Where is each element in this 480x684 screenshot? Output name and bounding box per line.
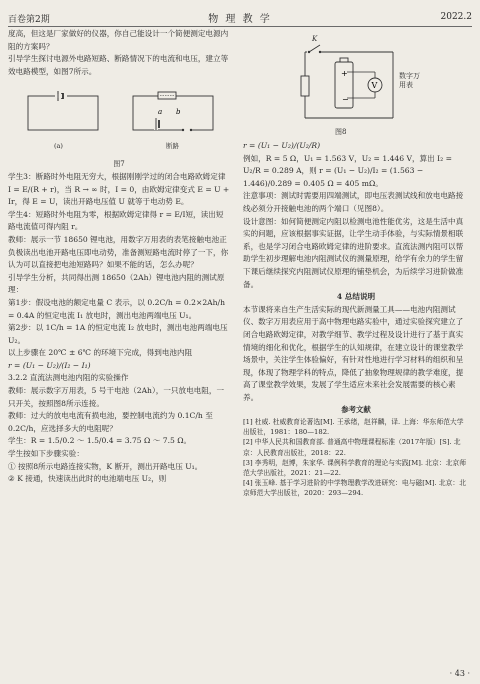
paragraph: ① 按照8所示电路连接实物，K 断开，测出开路电压 U₁。 — [8, 461, 203, 471]
paragraph: 本节课将来自生产生活实际的现代新测量工具——电池内阻测试仪、数字万用表应用于高中物理电路实验中，通过实验探究建立了闭合电路欧姆定律，对教学细节、教学过程及设计进行了基于真实情境的细化和优化，根据学生的认知规律，在建立设计的课堂教学场景中，关注学生体验偏好，有针对性地进行学习材料的组织和呈现，体现了物理学科的特点，降低了抽象物理规律的教学难度，提高了课堂教学效果，发展了学生适应未来社会发展需要的核心素养。 — [243, 304, 464, 402]
paragraph: 学生3：断路时外电阻无穷大，根据刚刚学过的闭合电路欧姆定律 I = E/(R + r)，当 R → ∞ 时，I = 0，由欧姆定律变式 E = U + Ir，得 E = U，读出开路电压值 U 就等于电动势 E。 — [8, 171, 230, 207]
paragraph: 例如，R = 5 Ω，U₁ = 1.563 V，U₂ = 1.446 V，算出 I₂ = U₂/R = 0.289 A，则 r = (U₁ − U₂)/I₂ = (1.563 − 1.446)/0.289 = 0.405 Ω = 405 mΩ。 — [243, 153, 452, 188]
paragraph: 设计意图：如何简便测定内阻以检测电池性能优劣，这是生活中真实的问题，应该根据事实证据，让学生动手体验，与实际情景相联系，也是学习闭合电路欧姆定律的进阶要求。直流法测内阻可以帮助学生初步理解电池内阻测试仪的测量原理，给学有余力的学生留下课后继续探究内阻测试仪原理的铺垫机会，为后续学习进阶做准备。 — [243, 216, 464, 289]
issue-label: 百卷第2期 — [8, 15, 50, 25]
reference-item: [4] 张玉峰. 基于学习进阶的中学物理教学改进研究：电与磁[M]. 北京：北京师范大学出版社，2020：293—294. — [243, 479, 467, 498]
figure-7-label-b: 断路 — [166, 142, 179, 151]
paragraph: 引导学生探讨电源外电路短路、断路情况下的电流和电压，建立等效电路模型，如图7所示。 — [8, 54, 229, 76]
figure-8 — [243, 32, 469, 138]
figure-8-switch-label: K — [312, 35, 318, 43]
paragraph: 第2步：以 1C/h = 1A 的恒定电流 I₂ 放电时，测出电池两端电压 U₂。 — [8, 323, 228, 345]
paragraph: 度高，但这是厂家做好的仪器，你自己能设计一个简便测定电源内阻的方案吗？ — [8, 29, 229, 51]
right-column — [243, 28, 469, 499]
paragraph: ② K 接通，快速读出此时的电池端电压 U₂，则 — [8, 474, 167, 484]
paragraph: 学生4：短路时外电阻为零，根据欧姆定律得 r = E/I短，读出短路电流值可得内阻 r。 — [8, 209, 224, 232]
figure-8-circuit — [243, 32, 469, 138]
paragraph: 第1步：假设电池的额定电量 C 表示，以 0.2C/h = 0.2×2Ah/h = 0.4A 的恒定电流 I₁ 放电时，测出电池两端电压 U₁。 — [8, 297, 226, 320]
svg-text:−: − — [342, 95, 349, 104]
reference-item: [3] 李秀明，赵博，朱家华. 课例科学教育的理论与实践[M]. 北京：北京师范大学出版社，2021：21—22. — [243, 458, 467, 478]
svg-text:V: V — [371, 81, 378, 90]
section-heading: 4 总结说明 — [336, 292, 376, 302]
svg-text:a: a — [158, 108, 163, 117]
paragraph: 学生按如下步骤实验： — [8, 449, 84, 459]
issue-date: 2022.2 — [440, 12, 472, 22]
paragraph: 教师：展示数字万用表，5 号干电池（2Ah），一只放电电阻，一只开关，按照图8所示连接。 — [8, 386, 225, 408]
paragraph: 教师：展示一节 18650 锂电池，用数字万用表的表笔接触电池正负极读出电池开路电压即电动势，准备测短路电流时停了一下，你认为可以直接把电池短路吗？如果不能的话，怎么办呢？ — [8, 234, 229, 270]
figure-8-meter-label: 数字万用表 — [399, 72, 420, 89]
subsection-heading: 3.2.2 直流法测电池内阻的实验操作 — [8, 373, 129, 383]
reference-item: [2] 中华人民共和国教育部. 普通高中物理课程标准（2017年版）[S]. 北京：人民教育出版社，2018：22. — [243, 438, 461, 457]
figure-7-caption: 图7 — [113, 160, 125, 169]
page-header — [8, 8, 472, 27]
figure-7-label-a: (a) — [54, 142, 63, 151]
reference-item: [1] 杜威. 杜威教育论著选[M]. 王承绪，赵祥麟，译. 上海：华东师范大学出版社，1981：180—182. — [243, 418, 464, 437]
journal-title: 物 理 教 学 — [208, 14, 272, 25]
paragraph: 以上步骤在 20℃ ± 6℃ 的环境下完成，得到电池内阻 — [8, 348, 193, 358]
paragraph: 引导学生分析，共同得出测 18650（2Ah）锂电池内阻的测试原理： — [8, 272, 225, 295]
formula-main: r = (U₁ − U₂)/(U₂/R) — [243, 141, 321, 150]
left-column — [8, 28, 230, 486]
figure-7 — [8, 82, 230, 156]
paragraph: 注意事项：测试时需要用四端测试，即电压表测试线和放电电路接线必须分开接触电池的两个端口（见图8）。 — [243, 191, 464, 213]
figure-8-caption: 图8 — [335, 128, 347, 136]
svg-text:+: + — [341, 69, 348, 78]
paragraph: 教师：过大的放电电流有损电池，要控制电流约为 0.1C/h 至 0.2C/h，应选择多大的电阻呢？ — [8, 411, 213, 433]
references-title: 参考文献 — [341, 405, 371, 415]
page-number: · 43 · — [449, 669, 470, 678]
svg-text:b: b — [176, 108, 181, 117]
formula-internal-resistance: r = (U₁ − U₂)/(I₂ − I₁) — [8, 360, 91, 370]
figure-7-circuits — [8, 82, 230, 156]
paragraph: 学生：R = 1.5/0.2 ～ 1.5/0.4 = 3.75 Ω ～ 7.5 Ω。 — [8, 436, 192, 446]
